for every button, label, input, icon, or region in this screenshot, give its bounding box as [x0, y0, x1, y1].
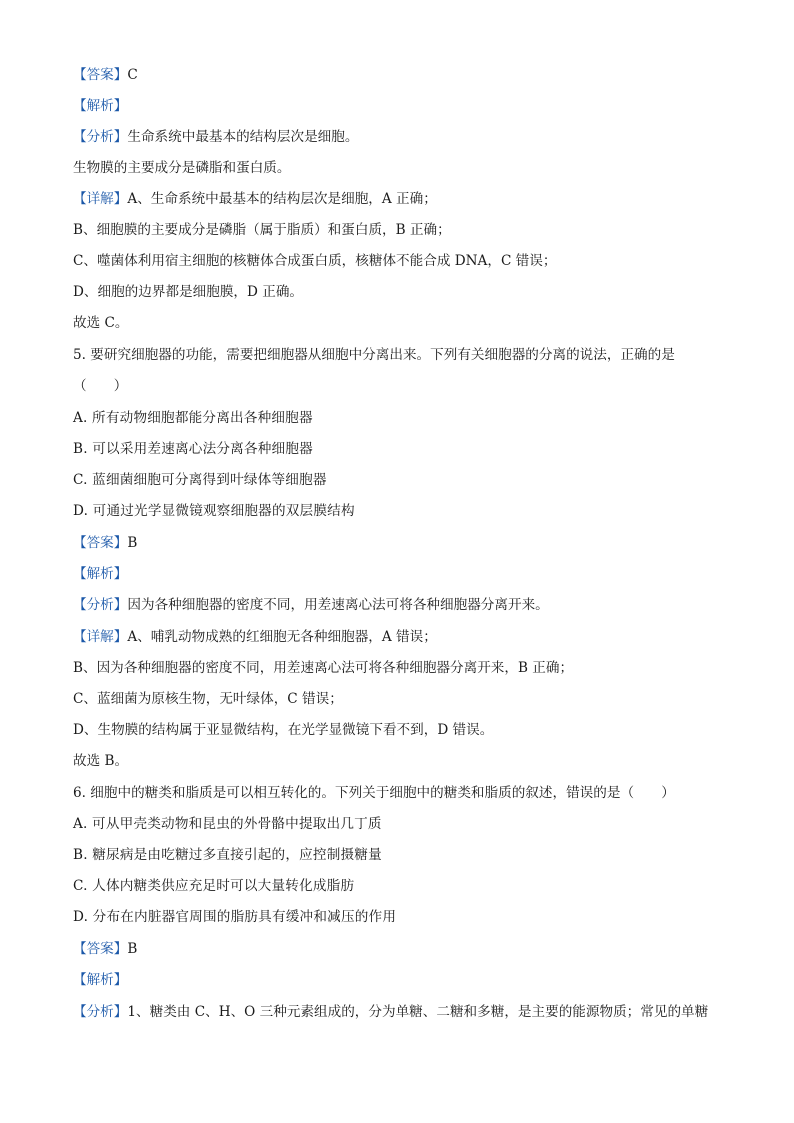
answer-tag: 【答案】	[73, 67, 128, 83]
text-line: 生物膜的主要成分是磷脂和蛋白质。	[73, 160, 291, 176]
question-5-stem: 5. 要研究细胞器的功能，需要把细胞器从细胞中分离出来。下列有关细胞器的分离的说法，正确的是	[73, 347, 675, 363]
analysis-heading	[73, 971, 734, 989]
analysis-line: 【分析】生命系统中最基本的结构层次是细胞。	[73, 129, 359, 145]
answer-line	[73, 66, 734, 84]
answer-tag: 【答案】	[73, 535, 128, 551]
answer-line	[73, 534, 734, 552]
xiangjie-tag: 【详解】	[73, 629, 128, 645]
fenxi-tag: 【分析】	[73, 129, 128, 145]
answer-value: C	[127, 67, 138, 83]
text-line: B、细胞膜的主要成分是磷脂（属于脂质）和蛋白质，B 正确；	[73, 222, 451, 238]
question-6-option-a: A. 可从甲壳类动物和昆虫的外骨骼中提取出几丁质	[73, 816, 382, 832]
question-6-option-c: C. 人体内糖类供应充足时可以大量转化成脂肪	[73, 878, 355, 894]
analysis-heading	[73, 97, 734, 115]
analysis-line: 【分析】因为各种细胞器的密度不同，用差速离心法可将各种细胞器分离开来。	[73, 597, 549, 613]
conclusion-line: 故选 C。	[73, 315, 129, 331]
text-line: D、细胞的边界都是细胞膜，D 正确。	[73, 284, 304, 300]
answer-line	[73, 940, 734, 958]
question-5-option-b: B. 可以采用差速离心法分离各种细胞器	[73, 441, 313, 457]
xiangjie-tag: 【详解】	[73, 191, 128, 207]
fenxi-tag: 【分析】	[73, 597, 128, 613]
answer-tag: 【答案】	[73, 941, 128, 957]
question-5-option-c: C. 蓝细菌细胞可分离得到叶绿体等细胞器	[73, 472, 327, 488]
detail-line: 【详解】A、哺乳动物成熟的红细胞无各种细胞器，A 错误；	[73, 629, 437, 645]
question-6-stem: 6. 细胞中的糖类和脂质是可以相互转化的。下列关于细胞中的糖类和脂质的叙述，错误的是（ ）	[73, 785, 675, 801]
answer-value: B	[127, 535, 138, 551]
analysis-heading	[73, 565, 734, 583]
analysis-tag: 【解析】	[73, 566, 128, 582]
conclusion-line: 故选 B。	[73, 753, 129, 769]
answer-value: B	[127, 941, 138, 957]
question-6-option-d: D. 分布在内脏器官周围的脂肪具有缓冲和减压的作用	[73, 909, 397, 925]
text-line: B、因为各种细胞器的密度不同，用差速离心法可将各种细胞器分离开来，B 正确；	[73, 660, 574, 676]
question-5-option-d: D. 可通过光学显微镜观察细胞器的双层膜结构	[73, 503, 355, 519]
text-line: C、噬菌体利用宿主细胞的核糖体合成蛋白质，核糖体不能合成 DNA，C 错误；	[73, 253, 557, 269]
text-line: C、蓝细菌为原核生物，无叶绿体，C 错误；	[73, 691, 343, 707]
analysis-line: 【分析】1、糖类由 C、H、O 三种元素组成的，分为单糖、二糖和多糖，是主要的能源物质；常见的单糖	[73, 1004, 709, 1020]
analysis-tag: 【解析】	[73, 98, 128, 114]
analysis-tag: 【解析】	[73, 972, 128, 988]
question-6-option-b: B. 糖尿病是由吃糖过多直接引起的，应控制摄糖量	[73, 847, 382, 863]
text-line: D、生物膜的结构属于亚显微结构，在光学显微镜下看不到，D 错误。	[73, 722, 494, 738]
fenxi-tag: 【分析】	[73, 1004, 128, 1020]
detail-line: 【详解】A、生命系统中最基本的结构层次是细胞，A 正确；	[73, 191, 437, 207]
question-5-option-a: A. 所有动物细胞都能分离出各种细胞器	[73, 410, 313, 426]
question-5-blank: （ ）	[73, 378, 128, 394]
